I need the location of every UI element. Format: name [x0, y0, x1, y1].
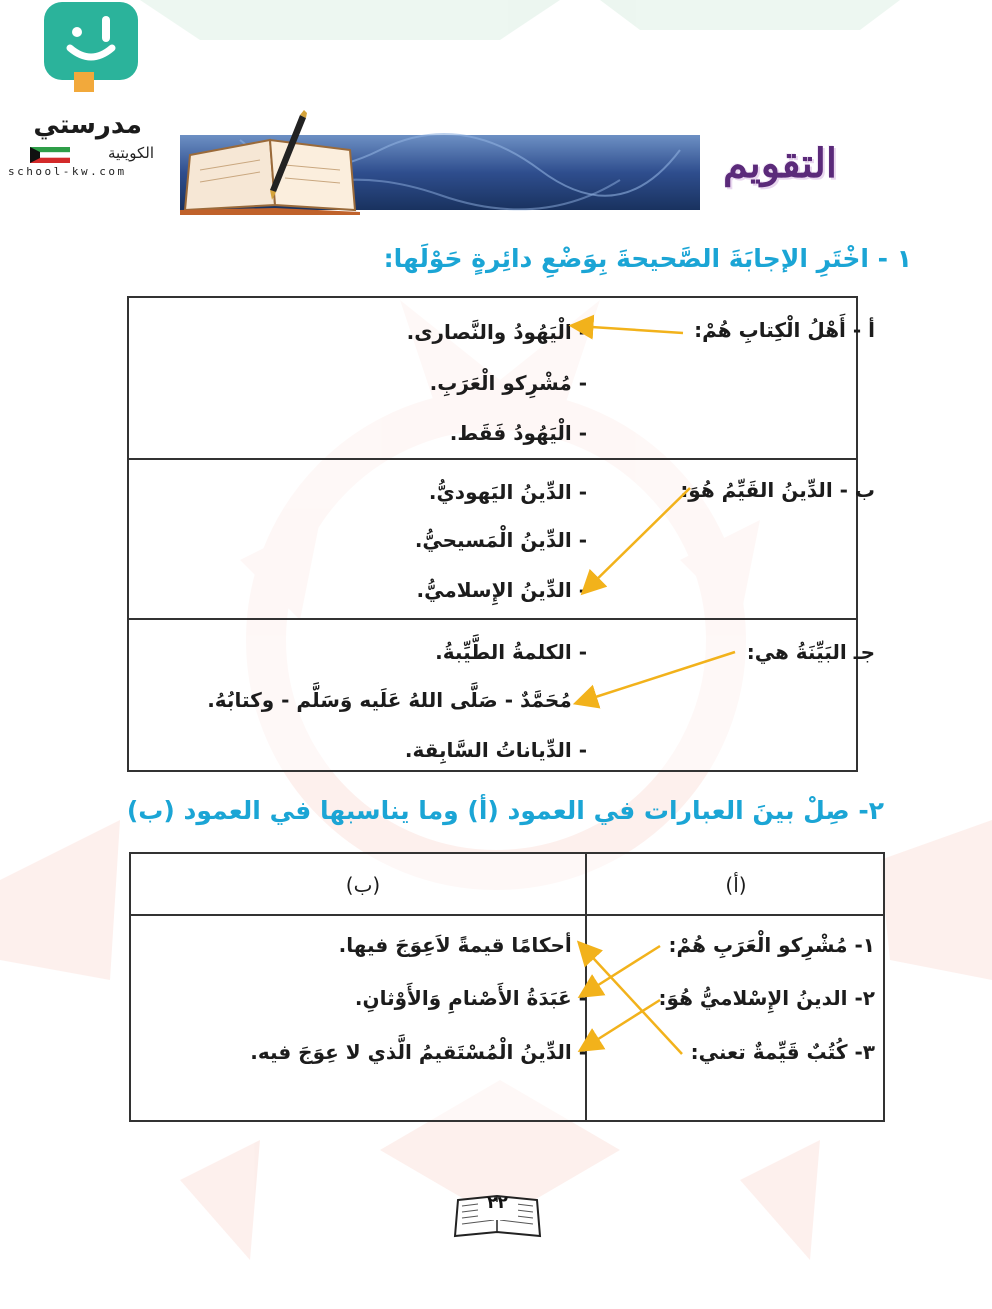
logo-name: مدرستي [33, 110, 142, 140]
q1-b-option-2[interactable]: - الدِّينُ الْمَسيحيُّ. [414, 528, 587, 552]
q1-a-option-3[interactable]: - الْيَهُودُ فَقَط. [449, 421, 587, 445]
q2-a-item-2[interactable]: ٢- الدينُ الإِسْلاميُّ هُوَ: [658, 986, 875, 1010]
q1-c-option-3[interactable]: - الدِّياناتُ السَّابِقة. [404, 738, 587, 762]
q2-a-item-3[interactable]: ٣- كُتُبٌ قَيِّمةٌ تعني: [690, 1040, 875, 1064]
q1-b-stem: ب - الدِّينُ القَيِّمُ هُوَ: [680, 478, 875, 502]
q1-a-option-2[interactable]: - مُشْرِكو الْعَرَبِ. [429, 371, 587, 395]
q2-header-a: (أ) [725, 873, 747, 897]
q1-heading: ١ - اخْتَرِ الإجابَةَ الصَّحيحةَ بِوَضْعِ دائِرةٍ حَوْلَها: [383, 244, 912, 273]
q2-header-b: (ب) [345, 873, 381, 897]
q1-c-option-1[interactable]: - الكلمةُ الطَّيِّبةُ. [435, 640, 587, 664]
logo-icon [44, 2, 138, 92]
q2-b-item-3[interactable]: - الدِّينُ الْمُسْتَقيمُ الَّذي لا عِوَجَ فيه. [250, 1040, 587, 1064]
q1-a-option-1[interactable]: - الْيَهُودُ والنَّصارى. [406, 320, 587, 344]
page-number: ٢٢ [487, 1193, 508, 1213]
q2-a-item-1[interactable]: ١- مُشْرِكو الْعَرَبِ هُمْ: [668, 933, 875, 957]
q1-c-stem: جـ البَيِّنَةُ هي: [746, 640, 875, 664]
q2-b-item-1[interactable]: - أحكامًا قيمةً لاَعِوَجَ فيها. [338, 933, 587, 957]
q1-c-option-2[interactable]: - مُحَمَّدٌ - صَلَّى اللهُ عَلَيه وَسَلَّم - وكتابُهُ. [207, 688, 587, 712]
q2-header-divider [131, 914, 883, 916]
q1-b-option-1[interactable]: - الدِّينُ اليَهوديُّ. [428, 480, 587, 504]
q2-heading: ٢- صِلْ بينَ العبارات في العمود (أ) وما يناسبها في العمود (ب) [126, 796, 884, 825]
section-title: التقويم [722, 140, 838, 187]
book-icon [180, 140, 360, 215]
q1-b-option-3[interactable]: - الدِّينُ الإِسلاميُّ. [416, 578, 587, 602]
kuwait-flag-icon [30, 147, 70, 163]
q1-a-stem: أ - أَهْلُ الْكِتابِ هُمْ: [694, 318, 875, 342]
logo-subtitle: الكويتية [107, 144, 154, 162]
logo-url: school-kw.com [8, 165, 127, 178]
q2-b-item-2[interactable]: - عَبَدَةُ الأَصْنامِ وَالأَوْثانِ. [354, 986, 587, 1010]
